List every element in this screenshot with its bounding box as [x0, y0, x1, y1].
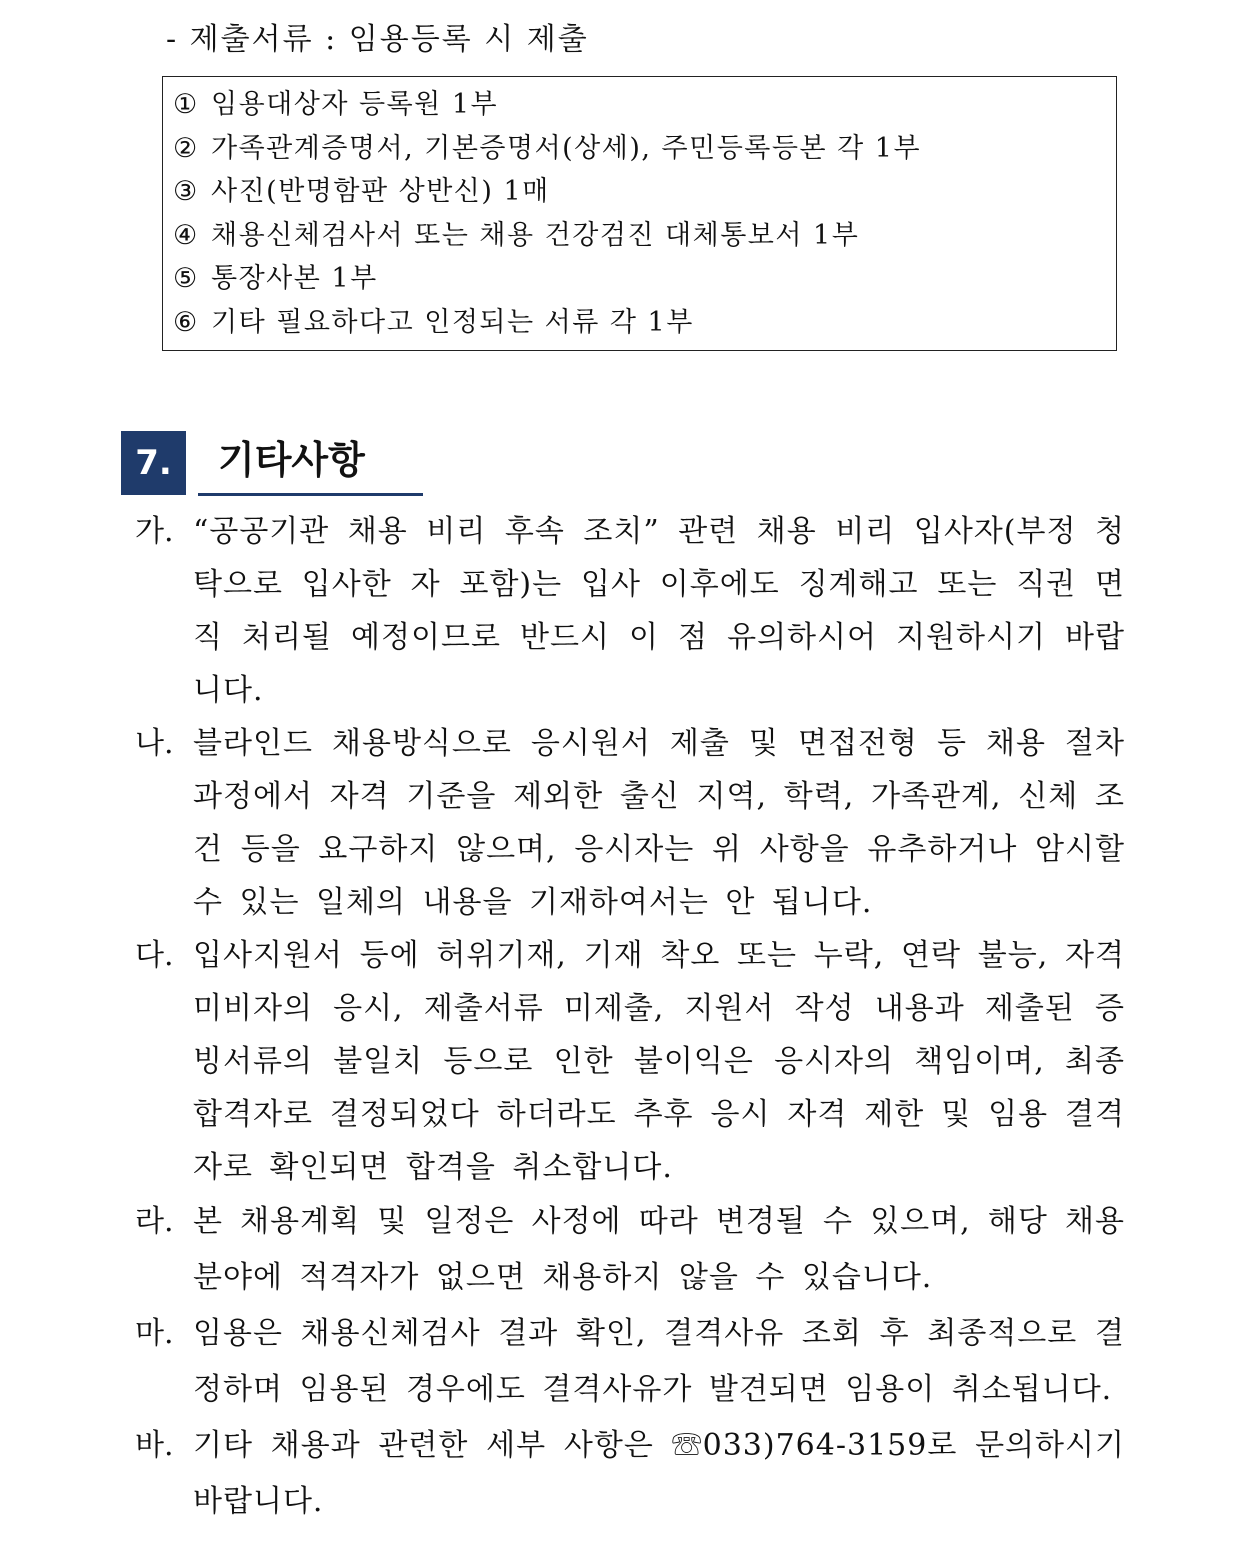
item-marker: 나.: [135, 726, 174, 761]
notes-list-item: [135, 929, 1125, 1194]
docs-item-number: ②: [173, 132, 199, 164]
submit-docs-line: - 제출서류 : 임용등록 시 제출: [166, 22, 589, 57]
docs-item-text: 기타 필요하다고 인정되는 서류 각 1부: [211, 306, 694, 338]
item-text: 블라인드 채용방식으로 응시원서 제출 및 면접전형 등 채용 절차 과정에서 자격 기준을 제외한 출신 지역, 학력, 가족관계, 신체 조건 등을 요구하지 않으며, 응시자는 위 사항을 유추하거나 암시할 수 있는 일체의 내용을 기재하여서는 안 됩니다.: [193, 726, 1125, 920]
docs-list-item: [173, 301, 1116, 345]
docs-list-item: [173, 257, 1116, 301]
required-docs-list: [173, 83, 1116, 344]
docs-item-text: 가족관계증명서, 기본증명서(상세), 주민등록등본 각 1부: [211, 132, 922, 164]
item-marker: 마.: [135, 1316, 174, 1351]
notes-list-item: [135, 505, 1125, 717]
item-text: 기타 채용과 관련한 세부 사항은 ☏033)764-3159로 문의하시기 바랍니다.: [193, 1428, 1125, 1519]
item-marker: 다.: [135, 938, 174, 973]
item-text: “공공기관 채용 비리 후속 조치” 관련 채용 비리 입사자(부정 청탁으로 입사한 자 포함)는 입사 이후에도 징계해고 또는 직권 면직 처리될 예정이므로 반드시 이 점 유의하시어 지원하시기 바랍니다.: [193, 514, 1125, 708]
docs-item-number: ③: [173, 176, 199, 207]
notes-list-item: [135, 1194, 1125, 1306]
docs-list-item: [173, 214, 1116, 258]
notes-list-item: [135, 1306, 1125, 1418]
item-text: 본 채용계획 및 일정은 사정에 따라 변경될 수 있으며, 해당 채용 분야에 적격자가 없으면 채용하지 않을 수 있습니다.: [193, 1204, 1125, 1295]
docs-item-number: ④: [173, 219, 199, 251]
docs-list-item: [173, 170, 1116, 214]
item-text: 입사지원서 등에 허위기재, 기재 착오 또는 누락, 연락 불능, 자격 미비자의 응시, 제출서류 미제출, 지원서 작성 내용과 제출된 증빙서류의 불일치 등으로 인한 불이익은 응시자의 책임이며, 최종합격자로 결정되었다 하더라도 추후 응시 자격 제한 및 임용 결격자로 확인되면 합격을 취소합니다.: [193, 938, 1125, 1185]
item-marker: 바.: [135, 1428, 174, 1463]
notes-list-item: [135, 1418, 1125, 1530]
docs-item-text: 사진(반명함판 상반신) 1매: [211, 176, 550, 207]
docs-item-text: 통장사본 1부: [211, 263, 378, 294]
docs-list-item: [173, 127, 1116, 171]
notes-list: [135, 505, 1125, 1530]
section-title-underline: [198, 493, 423, 496]
item-text: 임용은 채용신체검사 결과 확인, 결격사유 조회 후 최종적으로 결정하며 임용된 경우에도 결격사유가 발견되면 임용이 취소됩니다.: [193, 1316, 1125, 1407]
section-number-badge: 7.: [121, 431, 186, 495]
docs-item-text: 채용신체검사서 또는 채용 건강검진 대체통보서 1부: [211, 219, 860, 251]
notes-list-item: [135, 717, 1125, 929]
docs-item-number: ①: [173, 89, 199, 120]
item-marker: 라.: [135, 1204, 174, 1239]
docs-item-number: ⑥: [173, 306, 199, 338]
section-title: 기타사항: [218, 438, 365, 482]
item-marker: 가.: [135, 514, 174, 549]
required-docs-box: [162, 76, 1117, 351]
docs-item-text: 임용대상자 등록원 1부: [211, 89, 499, 120]
docs-list-item: [173, 83, 1116, 127]
docs-item-number: ⑤: [173, 263, 199, 294]
